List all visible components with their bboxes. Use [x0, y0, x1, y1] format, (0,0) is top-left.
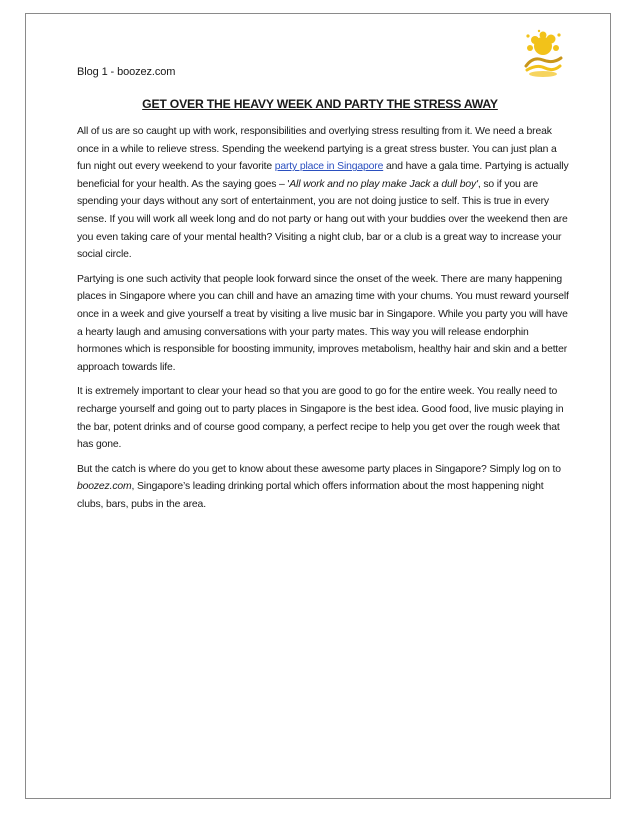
- article-title: GET OVER THE HEAVY WEEK AND PARTY THE STRESS AWAY: [142, 97, 498, 111]
- paragraph-3: It is extremely important to clear your head so that you are good to go for the entire week. You really need to recharge yourself and going out to party places in Singapore is the best idea. Good food, live music playing in the bar, potent drinks and of course good company, a perfect recipe to help you get over the rough week that has gone.: [77, 386, 564, 451]
- paragraph-4-site: boozez.com: [77, 481, 132, 493]
- header-label: Blog 1 - boozez.com: [77, 66, 176, 78]
- paragraph-1-text-a: All of us are so caught up with work, responsibilities and overlying stress resulting from it. We need a break once in a while to relieve stress. Spending the weekend partying is a great stress buster. You can just plan a fun night out every weekend to your favorite: [77, 126, 557, 173]
- paragraph-1-text-c: , so if you are spending your days without any sort of entertainment, you are not doing justice to self. This is true in every sense. If you will work all week long and do not party or hang out with your buddies over the weekend then are you even taking care of your mental health? Visiting a night club, bar or a club is a great way to increase your social circle.: [77, 178, 568, 261]
- boozez-logo: [521, 28, 565, 80]
- paragraph-1-text-b: and have a gala time. Partying is actually beneficial for your health. As the saying goes – ': [77, 161, 569, 190]
- paragraph-4-text-a: But the catch is where do you get to know about these awesome party places in Singapore? Simply log on to: [77, 463, 561, 475]
- party-place-link[interactable]: party place in Singapore: [274, 161, 384, 173]
- paragraph-4: [77, 461, 569, 514]
- paragraph-1: [77, 123, 569, 264]
- paragraph-1-quote: All work and no play make Jack a dull boy': [289, 178, 478, 190]
- paragraph-4-text-b: , Singapore’s leading drinking portal which offers information about the most happening night clubs, bars, pubs in the area.: [77, 481, 544, 510]
- article-body: [77, 123, 569, 520]
- paragraph-2: Partying is one such activity that people look forward since the onset of the week. There are many happening places in Singapore where you can chill and have an amazing time with your chums. You must reward yourself once in a week and give yourself a treat by visiting a live music bar in Singapore. While you party you will have a hearty laugh and amusing conversations with your party mates. This way you will release endorphin hormones which is responsible for boosting immunity, improves metabolism, healthy hair and skin and a better approach towards life.: [77, 273, 569, 373]
